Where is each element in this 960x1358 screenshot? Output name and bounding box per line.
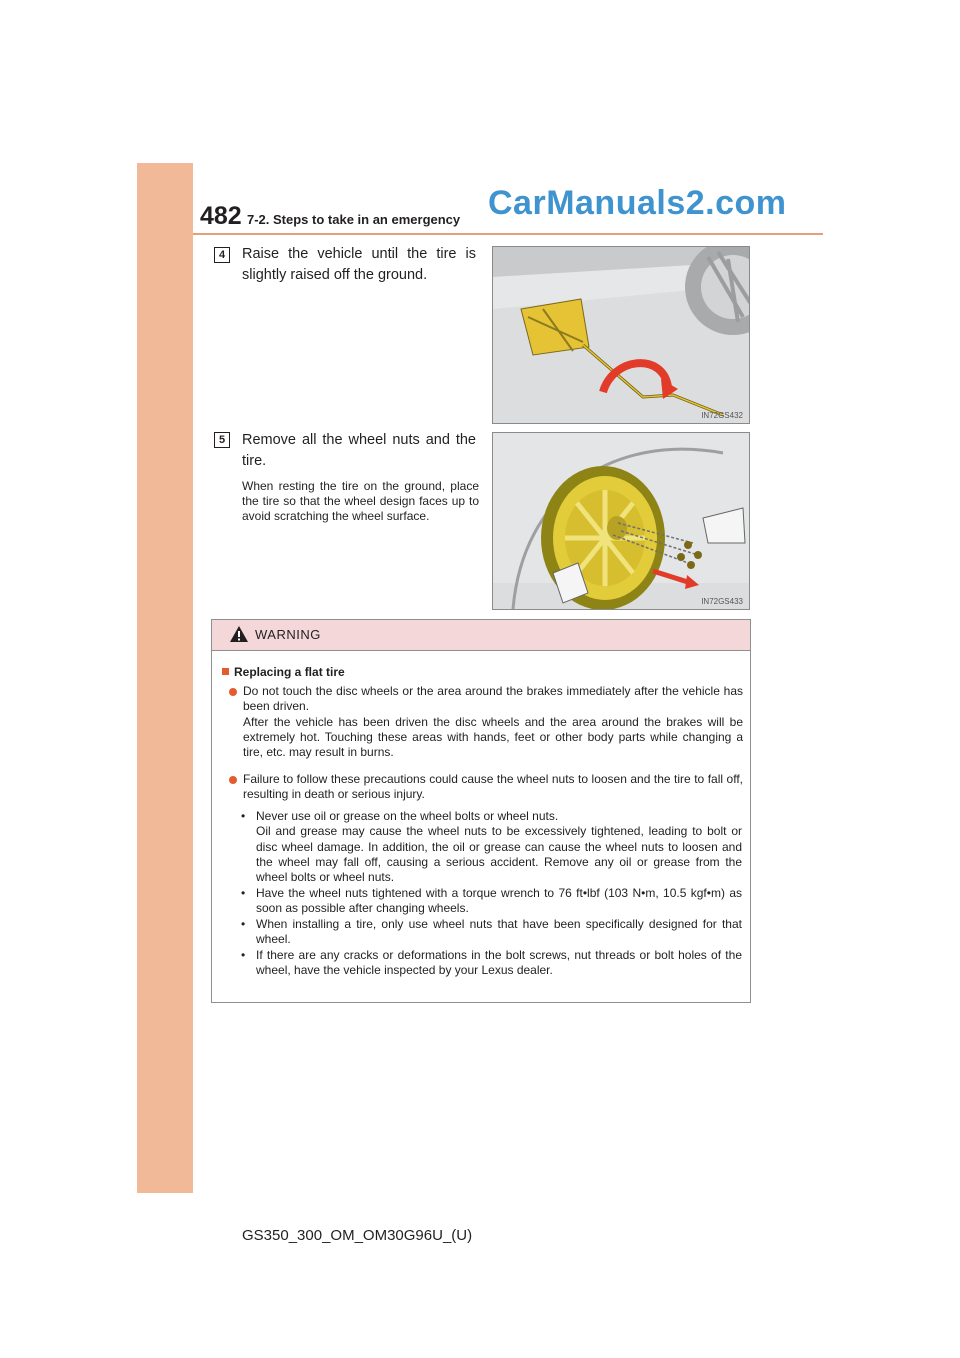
bullet-2-text: Failure to follow these precautions could cause the wheel nuts to loosen and the tire to fall off, resulting in death or serious injury. bbox=[243, 772, 743, 802]
jack-raise-figure bbox=[492, 246, 750, 424]
step-4-text: Raise the vehicle until the tire is slightly raised off the ground. bbox=[242, 246, 476, 283]
sub-item-2: • Have the wheel nuts tightened with a torque wrench to 76 ft•lbf (103 N•m, 10.5 kgf•m) as soon as possible after changing wheels. bbox=[241, 886, 742, 916]
sub-item-1: • Never use oil or grease on the wheel bolts or wheel nuts. Oil and grease may cause the wheel nuts to be excessively tightened, leading to bolt or disc wheel damage. In addition, the oil or grease can cause the wheel nuts to loosen and the wheel may fall off, causing a serious accident. Remove any oil or grease from the wheel bolts or wheel nuts. bbox=[241, 809, 742, 885]
figure-code-433: IN72GS433 bbox=[701, 597, 743, 606]
bullet-1-continued: After the vehicle has been driven the disc wheels and the area around the brakes will be extremely hot. Touching these areas with hands, feet or other body parts while changing a tire, etc. may result in burns. bbox=[243, 714, 743, 760]
square-bullet-icon bbox=[222, 668, 229, 675]
section-title: 7-2. Steps to take in an emergency bbox=[247, 212, 461, 227]
chapter-sidebar-tab bbox=[137, 163, 193, 1193]
warning-triangle-icon bbox=[229, 625, 249, 643]
step-5-badge: 5 bbox=[214, 432, 230, 448]
warning-title: WARNING bbox=[255, 627, 321, 642]
step-5-text: Remove all the wheel nuts and the tire. bbox=[242, 432, 476, 469]
step-5-note: When resting the tire on the ground, place the tire so that the wheel design faces up to avoid scratching the wheel surface. bbox=[242, 479, 479, 523]
watermark-logo: CarManuals2.com bbox=[488, 184, 787, 222]
manual-code-footer: GS350_300_OM_OM30G96U_(U) bbox=[242, 1227, 473, 1244]
warning-box bbox=[211, 619, 751, 1003]
header-divider bbox=[193, 233, 823, 235]
round-bullet-icon bbox=[229, 688, 237, 696]
warning-header bbox=[212, 620, 750, 651]
round-bullet-icon bbox=[229, 776, 237, 784]
figure-code-432: IN72GS432 bbox=[701, 411, 743, 420]
tire-illustration bbox=[493, 433, 749, 609]
tire-removal-figure bbox=[492, 432, 750, 610]
warning-heading: Replacing a flat tire bbox=[222, 665, 345, 679]
warning-bullet-1 bbox=[231, 684, 743, 760]
warning-bullet-2 bbox=[231, 772, 743, 803]
jack-illustration bbox=[493, 247, 749, 423]
sub-item-3: • When installing a tire, only use wheel nuts that have been specifically designed for that wheel. bbox=[241, 917, 742, 947]
step-4-badge: 4 bbox=[214, 247, 230, 263]
sub-item-4: • If there are any cracks or deformations in the bolt screws, nut threads or bolt holes of the wheel, have the vehicle inspected by your Lexus dealer. bbox=[241, 948, 742, 978]
page-number: 482 bbox=[200, 202, 242, 230]
bullet-1-text: Do not touch the disc wheels or the area around the brakes immediately after the vehicle has been driven. bbox=[243, 684, 743, 714]
